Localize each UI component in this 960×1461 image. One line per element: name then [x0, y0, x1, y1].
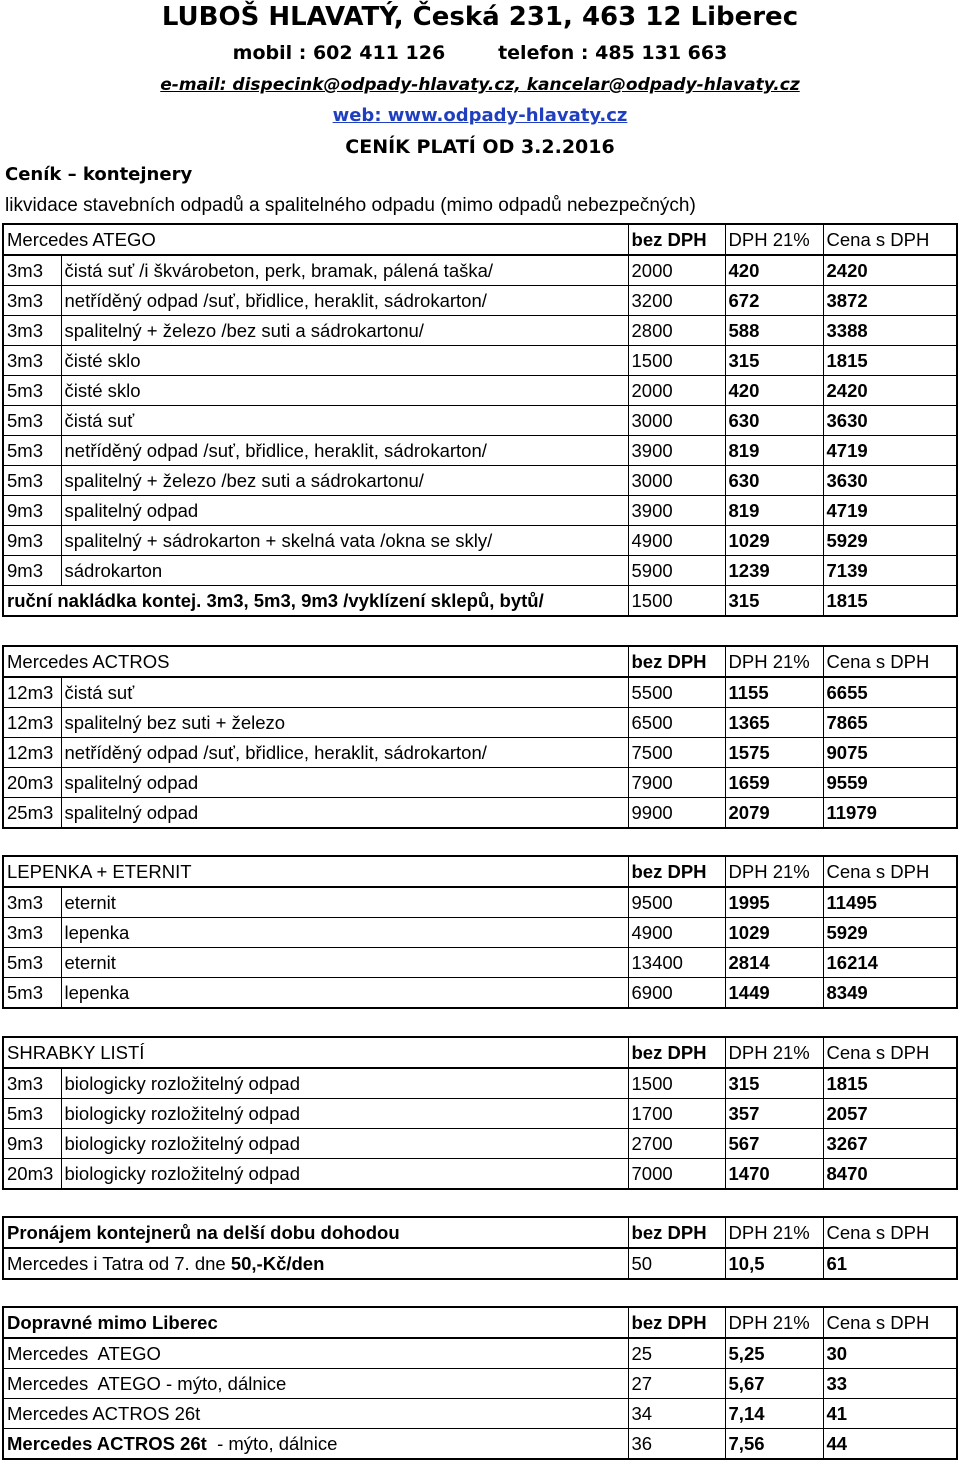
table-actros [2, 645, 958, 829]
desc-vehicle: Mercedes ACTROS 26t [7, 1432, 207, 1454]
vat: 1239 [725, 556, 823, 586]
table-row [3, 1159, 957, 1190]
table-row [3, 1248, 957, 1279]
net: 2000 [628, 376, 725, 406]
web-link[interactable]: web: www.odpady-hlavaty.cz [332, 105, 628, 126]
table-row [3, 768, 957, 798]
company-name: LUBOŠ HLAVATÝ, Česká 231, 463 12 Liberec [161, 2, 799, 32]
size: 25m3 [3, 798, 61, 829]
table-row [3, 1338, 957, 1369]
table-shrabky-listi [2, 1036, 958, 1190]
vat: 630 [725, 406, 823, 436]
net: 7500 [628, 738, 725, 768]
vat: 1449 [725, 978, 823, 1009]
table-row [3, 978, 957, 1009]
gross: 6655 [823, 677, 957, 708]
vat: 630 [725, 466, 823, 496]
table-row [3, 346, 957, 376]
table-row [3, 286, 957, 316]
gross: 1815 [823, 346, 957, 376]
desc: čistá suť /i škvárobeton, perk, bramak, pálená taška/ [61, 255, 628, 286]
net: 7000 [628, 1159, 725, 1190]
table-row [3, 406, 957, 436]
table-row [3, 798, 957, 829]
desc-text: Mercedes i Tatra od 7. dne [7, 1252, 231, 1274]
size: 20m3 [3, 1159, 61, 1190]
vat: 672 [725, 286, 823, 316]
col-net: bez DPH [628, 856, 725, 887]
net: 4900 [628, 918, 725, 948]
desc: spalitelný + sádrokarton + skelná vata /okna se skly/ [61, 526, 628, 556]
section-title: Mercedes ATEGO [3, 224, 628, 255]
gross: 2057 [823, 1099, 957, 1129]
desc: netříděný odpad /suť, břidlice, heraklit, sádrokarton/ [61, 436, 628, 466]
gross: 7139 [823, 556, 957, 586]
vat: 357 [725, 1099, 823, 1129]
section-title: Dopravné mimo Liberec [3, 1307, 628, 1338]
size: 5m3 [3, 376, 61, 406]
gross: 1815 [823, 586, 957, 617]
net: 36 [628, 1429, 725, 1460]
table-header-row [3, 1217, 957, 1248]
gross: 8349 [823, 978, 957, 1009]
gross: 11979 [823, 798, 957, 829]
vat: 1365 [725, 708, 823, 738]
net: 2800 [628, 316, 725, 346]
desc: čisté sklo [61, 376, 628, 406]
desc: Mercedes ACTROS 26t [3, 1399, 628, 1429]
gross: 9559 [823, 768, 957, 798]
col-vat: DPH 21% [725, 1217, 823, 1248]
size: 5m3 [3, 406, 61, 436]
vat: 588 [725, 316, 823, 346]
section-title: Pronájem kontejnerů na delší dobu dohodou [3, 1217, 628, 1248]
net: 4900 [628, 526, 725, 556]
net: 3000 [628, 466, 725, 496]
desc: Mercedes ATEGO [3, 1338, 628, 1369]
net: 1700 [628, 1099, 725, 1129]
size: 12m3 [3, 738, 61, 768]
vat: 10,5 [725, 1248, 823, 1279]
page-subtitle: likvidace stavebních odpadů a spalitelného odpadu (mimo odpadů nebezpečných) [5, 195, 696, 216]
table-header-row [3, 856, 957, 887]
table-row [3, 708, 957, 738]
size: 20m3 [3, 768, 61, 798]
net: 9500 [628, 887, 725, 918]
size: 5m3 [3, 436, 61, 466]
net: 1500 [628, 346, 725, 376]
table-row [3, 1068, 957, 1099]
gross: 8470 [823, 1159, 957, 1190]
gross: 3267 [823, 1129, 957, 1159]
size: 5m3 [3, 466, 61, 496]
col-net: bez DPH [628, 646, 725, 677]
desc: biologicky rozložitelný odpad [61, 1068, 628, 1099]
gross: 33 [823, 1369, 957, 1399]
col-gross: Cena s DPH [823, 224, 957, 255]
table-row [3, 948, 957, 978]
net: 3900 [628, 496, 725, 526]
table-row [3, 316, 957, 346]
gross: 61 [823, 1248, 957, 1279]
net: 50 [628, 1248, 725, 1279]
desc [3, 1248, 628, 1279]
vat: 7,14 [725, 1399, 823, 1429]
vat: 7,56 [725, 1429, 823, 1460]
gross: 7865 [823, 708, 957, 738]
email-link[interactable]: e-mail: dispecink@odpady-hlavaty.cz, kancelar@odpady-hlavaty.cz [160, 75, 800, 95]
net: 5900 [628, 556, 725, 586]
section-title: Mercedes ACTROS [3, 646, 628, 677]
net: 6900 [628, 978, 725, 1009]
table-row-manual-loading [3, 586, 957, 617]
col-net: bez DPH [628, 1217, 725, 1248]
vat: 1575 [725, 738, 823, 768]
table-header-row [3, 1037, 957, 1068]
vat: 420 [725, 255, 823, 286]
table-row [3, 556, 957, 586]
gross: 2420 [823, 255, 957, 286]
desc: eternit [61, 887, 628, 918]
table-pronajem [2, 1216, 958, 1280]
gross: 3630 [823, 466, 957, 496]
desc-note: - mýto, dálnice [206, 1432, 338, 1454]
net: 7900 [628, 768, 725, 798]
desc: spalitelný + železo /bez suti a sádrokartonu/ [61, 466, 628, 496]
desc: biologicky rozložitelný odpad [61, 1159, 628, 1190]
col-gross: Cena s DPH [823, 856, 957, 887]
vat: 315 [725, 586, 823, 617]
gross: 11495 [823, 887, 957, 918]
vat: 5,67 [725, 1369, 823, 1399]
vat: 2814 [725, 948, 823, 978]
gross: 16214 [823, 948, 957, 978]
table-header-row [3, 224, 957, 255]
desc: spalitelný odpad [61, 496, 628, 526]
vat: 819 [725, 496, 823, 526]
desc: ruční nakládka kontej. 3m3, 5m3, 9m3 /vyklízení sklepů, bytů/ [3, 586, 628, 617]
vat: 1155 [725, 677, 823, 708]
gross: 41 [823, 1399, 957, 1429]
gross: 3630 [823, 406, 957, 436]
size: 3m3 [3, 286, 61, 316]
table-row [3, 376, 957, 406]
col-gross: Cena s DPH [823, 646, 957, 677]
size: 3m3 [3, 346, 61, 376]
desc [3, 1429, 628, 1460]
desc: netříděný odpad /suť, břidlice, heraklit, sádrokarton/ [61, 286, 628, 316]
daily-rate: 50,-Kč/den [230, 1252, 325, 1274]
section-title: SHRABKY LISTÍ [3, 1037, 628, 1068]
table-row [3, 1129, 957, 1159]
net: 3200 [628, 286, 725, 316]
vat: 567 [725, 1129, 823, 1159]
vat: 1029 [725, 918, 823, 948]
size: 9m3 [3, 496, 61, 526]
size: 3m3 [3, 1068, 61, 1099]
vat: 420 [725, 376, 823, 406]
desc: Mercedes ATEGO - mýto, dálnice [3, 1369, 628, 1399]
gross: 30 [823, 1338, 957, 1369]
vat: 1659 [725, 768, 823, 798]
gross: 4719 [823, 496, 957, 526]
size: 12m3 [3, 677, 61, 708]
vat: 1029 [725, 526, 823, 556]
desc: eternit [61, 948, 628, 978]
table-row [3, 526, 957, 556]
col-vat: DPH 21% [725, 856, 823, 887]
table-row [3, 466, 957, 496]
gross: 3388 [823, 316, 957, 346]
table-dopravne [2, 1306, 958, 1460]
vat: 315 [725, 346, 823, 376]
net: 1500 [628, 1068, 725, 1099]
size: 12m3 [3, 708, 61, 738]
table-lepenka-eternit [2, 855, 958, 1009]
desc: biologicky rozložitelný odpad [61, 1099, 628, 1129]
desc: spalitelný odpad [61, 798, 628, 829]
col-gross: Cena s DPH [823, 1307, 957, 1338]
size: 3m3 [3, 316, 61, 346]
desc: lepenka [61, 918, 628, 948]
size: 5m3 [3, 948, 61, 978]
table-row [3, 496, 957, 526]
net: 1500 [628, 586, 725, 617]
desc: spalitelný + železo /bez suti a sádrokartonu/ [61, 316, 628, 346]
table-header-row [3, 646, 957, 677]
table-row [3, 436, 957, 466]
gross: 5929 [823, 526, 957, 556]
desc: lepenka [61, 978, 628, 1009]
vat: 1470 [725, 1159, 823, 1190]
size: 5m3 [3, 1099, 61, 1129]
net: 25 [628, 1338, 725, 1369]
gross: 3872 [823, 286, 957, 316]
net: 6500 [628, 708, 725, 738]
col-gross: Cena s DPH [823, 1037, 957, 1068]
net: 34 [628, 1399, 725, 1429]
vat: 315 [725, 1068, 823, 1099]
size: 3m3 [3, 887, 61, 918]
size: 9m3 [3, 556, 61, 586]
net: 3900 [628, 436, 725, 466]
desc: čistá suť [61, 677, 628, 708]
table-row [3, 1429, 957, 1460]
size: 3m3 [3, 918, 61, 948]
table-row [3, 1099, 957, 1129]
desc: netříděný odpad /suť, břidlice, heraklit, sádrokarton/ [61, 738, 628, 768]
desc: biologicky rozložitelný odpad [61, 1129, 628, 1159]
net: 9900 [628, 798, 725, 829]
table-atego [2, 223, 958, 617]
table-header-row [3, 1307, 957, 1338]
col-vat: DPH 21% [725, 1307, 823, 1338]
col-net: bez DPH [628, 1037, 725, 1068]
net: 5500 [628, 677, 725, 708]
size: 5m3 [3, 978, 61, 1009]
vat: 2079 [725, 798, 823, 829]
table-row [3, 887, 957, 918]
table-row [3, 1369, 957, 1399]
col-vat: DPH 21% [725, 224, 823, 255]
desc: spalitelný odpad [61, 768, 628, 798]
net: 27 [628, 1369, 725, 1399]
net: 2700 [628, 1129, 725, 1159]
size: 3m3 [3, 255, 61, 286]
page-title: Ceník – kontejnery [5, 164, 193, 185]
desc: čisté sklo [61, 346, 628, 376]
vat: 5,25 [725, 1338, 823, 1369]
col-vat: DPH 21% [725, 1037, 823, 1068]
section-title: LEPENKA + ETERNIT [3, 856, 628, 887]
gross: 9075 [823, 738, 957, 768]
vat: 819 [725, 436, 823, 466]
gross: 2420 [823, 376, 957, 406]
desc: spalitelný bez suti + železo [61, 708, 628, 738]
col-gross: Cena s DPH [823, 1217, 957, 1248]
col-net: bez DPH [628, 1307, 725, 1338]
net: 13400 [628, 948, 725, 978]
col-vat: DPH 21% [725, 646, 823, 677]
valid-from: CENÍK PLATÍ OD 3.2.2016 [345, 136, 615, 158]
desc: sádrokarton [61, 556, 628, 586]
table-row [3, 738, 957, 768]
gross: 1815 [823, 1068, 957, 1099]
col-net: bez DPH [628, 224, 725, 255]
size: 9m3 [3, 526, 61, 556]
table-row [3, 1399, 957, 1429]
table-row [3, 918, 957, 948]
desc: čistá suť [61, 406, 628, 436]
gross: 4719 [823, 436, 957, 466]
phone-numbers: mobil : 602 411 126 telefon : 485 131 663 [232, 42, 728, 64]
gross: 44 [823, 1429, 957, 1460]
net: 3000 [628, 406, 725, 436]
table-row [3, 255, 957, 286]
vat: 1995 [725, 887, 823, 918]
net: 2000 [628, 255, 725, 286]
size: 9m3 [3, 1129, 61, 1159]
table-row [3, 677, 957, 708]
gross: 5929 [823, 918, 957, 948]
